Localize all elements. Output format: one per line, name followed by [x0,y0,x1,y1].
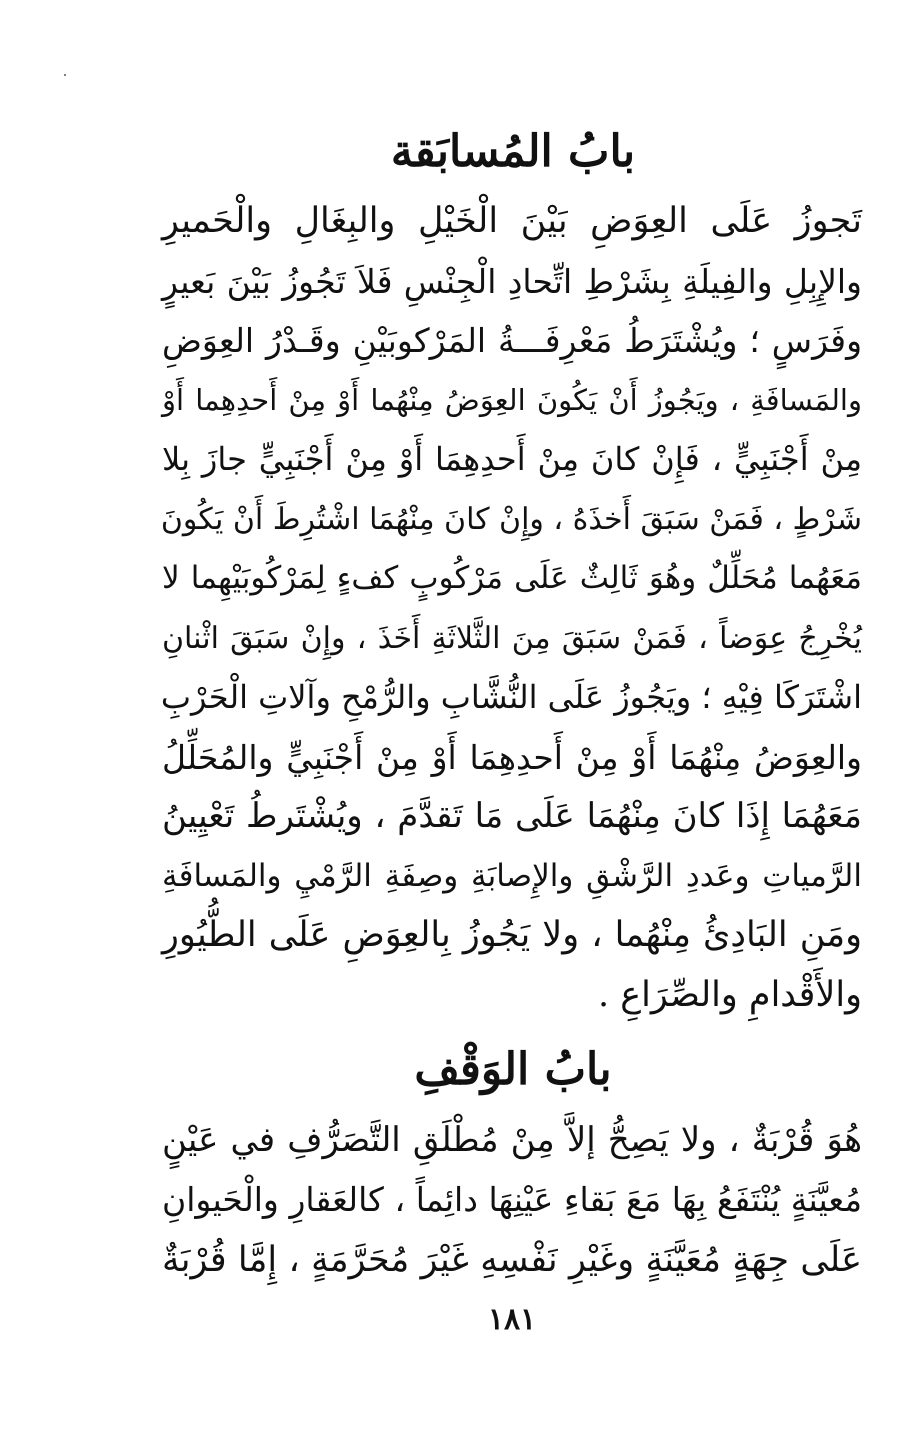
text-line: مَعَهُمَا إِذَا كانَ مِنْهُمَا عَلَى مَا تَقدَّمَ ، ويُشْتَرطُ تَعْيِينُ [162,796,862,836]
section-title-waqf: بابُ الوَقْفِ [414,1044,612,1095]
page-number: ١٨١ [487,1302,537,1337]
text-line: مُعيَّنَةٍ يُنْتَفَعُ بِهَا مَعَ بَقاءِ عَيْنِهَا دائِماً ، كالعَقارِ والْحَيوانِ [162,1180,862,1219]
text-line: مِنْ أَجْنَبِيٍّ ، فَإِنْ كانَ مِنْ أَحدِهِمَا أَوْ مِنْ أَجْنَبِيٍّ جازَ بِلا [162,440,863,478]
section-body-musabaqa [162,192,862,1025]
text-line: والعِوَضُ مِنْهُمَا أَوْ مِنْ أَحدِهِمَا أَوْ مِنْ أَجْنَبِيٍّ والمُحَلِّلُ [162,737,862,777]
text-line: شَرْطٍ ، فَمَنْ سَبَقَ أَخذَهُ ، وإِنْ كانَ مِنْهُمَا اشْتُرِطَ أَنْ يَكُونَ [160,501,862,537]
text-line: والإِبِلِ والفِيلَةِ بِشَرْطِ اتِّحادِ الْجِنْسِ فَلاَ تَجُوزُ بَيْنَ بَعيرٍ [162,261,862,301]
page-speck [64,74,66,76]
section-title-musabaqa: بابُ المُسابَقة [390,126,636,177]
text-line: الرَّمياتِ وعَددِ الرَّشْقِ والإِصابَةِ وصِفَةِ الرَّمْيِ والمَسافَةِ [162,857,862,894]
text-line: والمَسافَةِ ، ويَجُوزُ أَنْ يَكُونَ العِوَضُ مِنْهُما أَوْ مِنْ أَحدِهِما أَوْ [162,382,862,417]
text-line: تَجوزُ عَلَى العِوَضِ بَيْنَ الْخَيْلِ والبِغَالِ والْحَميرِ [162,201,862,241]
text-line: يُخْرِجُ عِوَضاً ، فَمَنْ سَبَقَ مِنَ الثَّلاثَةِ أَخَذَ ، وإِنْ سَبَقَ اثْنانِ [162,620,862,656]
section-body-waqf [162,1110,862,1290]
text-line: عَلَى جِهَةٍ مُعَيَّنَةٍ وغَيْرِ نَفْسِهِ غَيْرَ مُحَرَّمَةٍ ، إِمَّا قُرْبَةٌ [162,1240,862,1280]
text-line: والأَقْدامِ والصِّرَاعِ . [597,974,862,1015]
text-line: اشْتَرَكَا فِيْهِ ؛ ويَجُوزُ عَلَى النُّشَّابِ والرُّمْحِ وآلاتِ الْحَرْبِ [160,678,862,716]
text-line: وفَرَسٍ ؛ ويُشْتَرَطُ مَعْرِفَـــةُ المَرْكوبَيْنِ وقَـدْرُ العِوَضِ [162,321,862,360]
text-line: هُوَ قُرْبَةٌ ، ولا يَصِحُّ إلاَّ مِنْ مُطْلَقِ التَّصَرُّفِ في عَيْنٍ [162,1120,862,1160]
text-line: ومَنِ البَادِئُ مِنْهُما ، ولا يَجُوزُ بِالعِوَضِ عَلَى الطُّيُورِ [162,915,862,955]
text-line: مَعَهُما مُحَلِّلٌ وهُوَ ثَالِثٌ عَلَى مَرْكُوبٍ كفءٍ لِمَرْكُوبَيْهِما لا [162,560,862,596]
